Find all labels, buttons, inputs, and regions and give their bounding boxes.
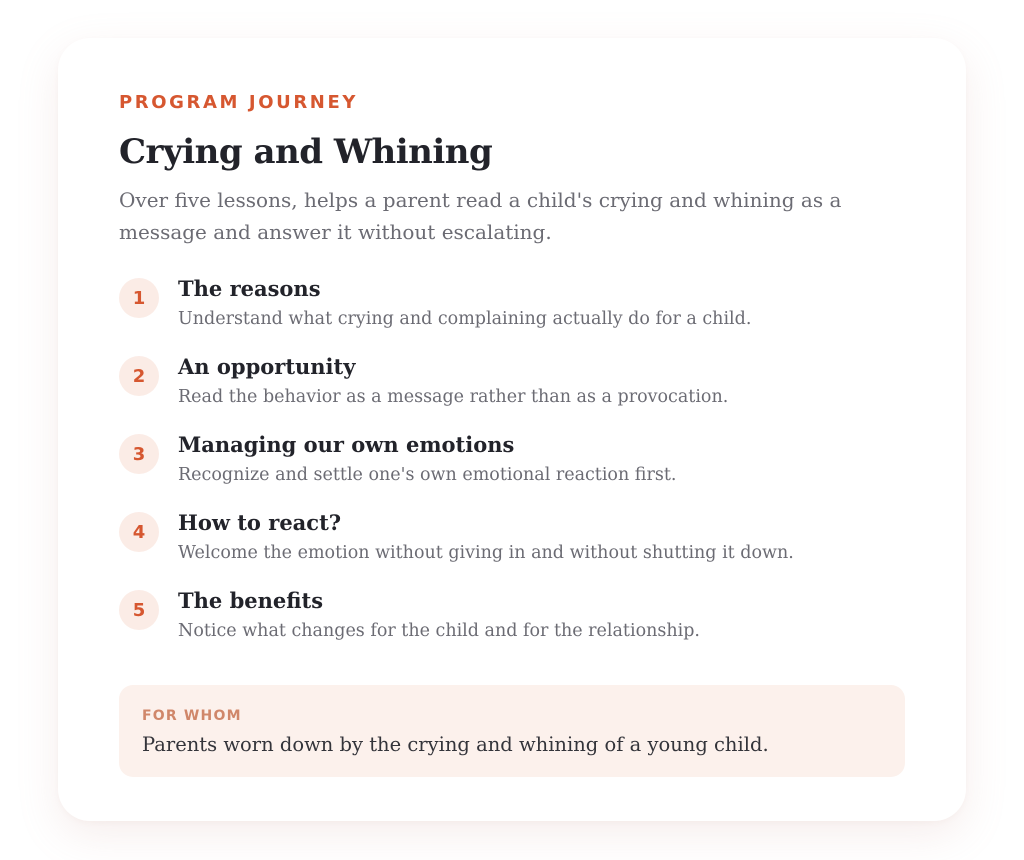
lesson-item [119, 354, 905, 432]
lesson-content [178, 510, 794, 566]
lesson-item [119, 432, 905, 510]
lesson-number-badge: 2 [119, 356, 159, 396]
lesson-description: Welcome the emotion without giving in and without shutting it down. [178, 543, 794, 563]
lesson-content [178, 588, 700, 644]
program-summary: Over five lessons, helps a parent read a child's crying and whining as a message and answer it without escalating. [119, 188, 842, 244]
lesson-number-badge: 4 [119, 512, 159, 552]
lesson-item [119, 510, 905, 588]
lesson-number-badge: 5 [119, 590, 159, 630]
program-card [58, 38, 966, 821]
lesson-number-badge: 3 [119, 434, 159, 474]
page-title: Crying and Whining [119, 132, 493, 172]
lesson-title: How to react? [178, 510, 342, 535]
lesson-title: An opportunity [178, 354, 356, 379]
audience-box [119, 685, 905, 777]
lesson-item [119, 276, 905, 354]
eyebrow-label: PROGRAM JOURNEY [119, 92, 358, 113]
audience-text: Parents worn down by the crying and whining of a young child. [142, 733, 769, 756]
lesson-list [119, 276, 905, 666]
lesson-title: The benefits [178, 588, 324, 613]
lesson-number-badge: 1 [119, 278, 159, 318]
lesson-item [119, 588, 905, 666]
lesson-description: Recognize and settle one's own emotional reaction first. [178, 465, 677, 485]
lesson-content [178, 432, 676, 488]
lesson-title: The reasons [178, 276, 321, 301]
lesson-content [178, 354, 728, 410]
lesson-title: Managing our own emotions [178, 432, 515, 457]
lesson-description: Understand what crying and complaining actually do for a child. [178, 309, 752, 329]
audience-label: FOR WHOM [142, 708, 242, 724]
lesson-content [178, 276, 751, 332]
lesson-description: Notice what changes for the child and for the relationship. [178, 621, 700, 641]
lesson-description: Read the behavior as a message rather than as a provocation. [178, 387, 729, 407]
